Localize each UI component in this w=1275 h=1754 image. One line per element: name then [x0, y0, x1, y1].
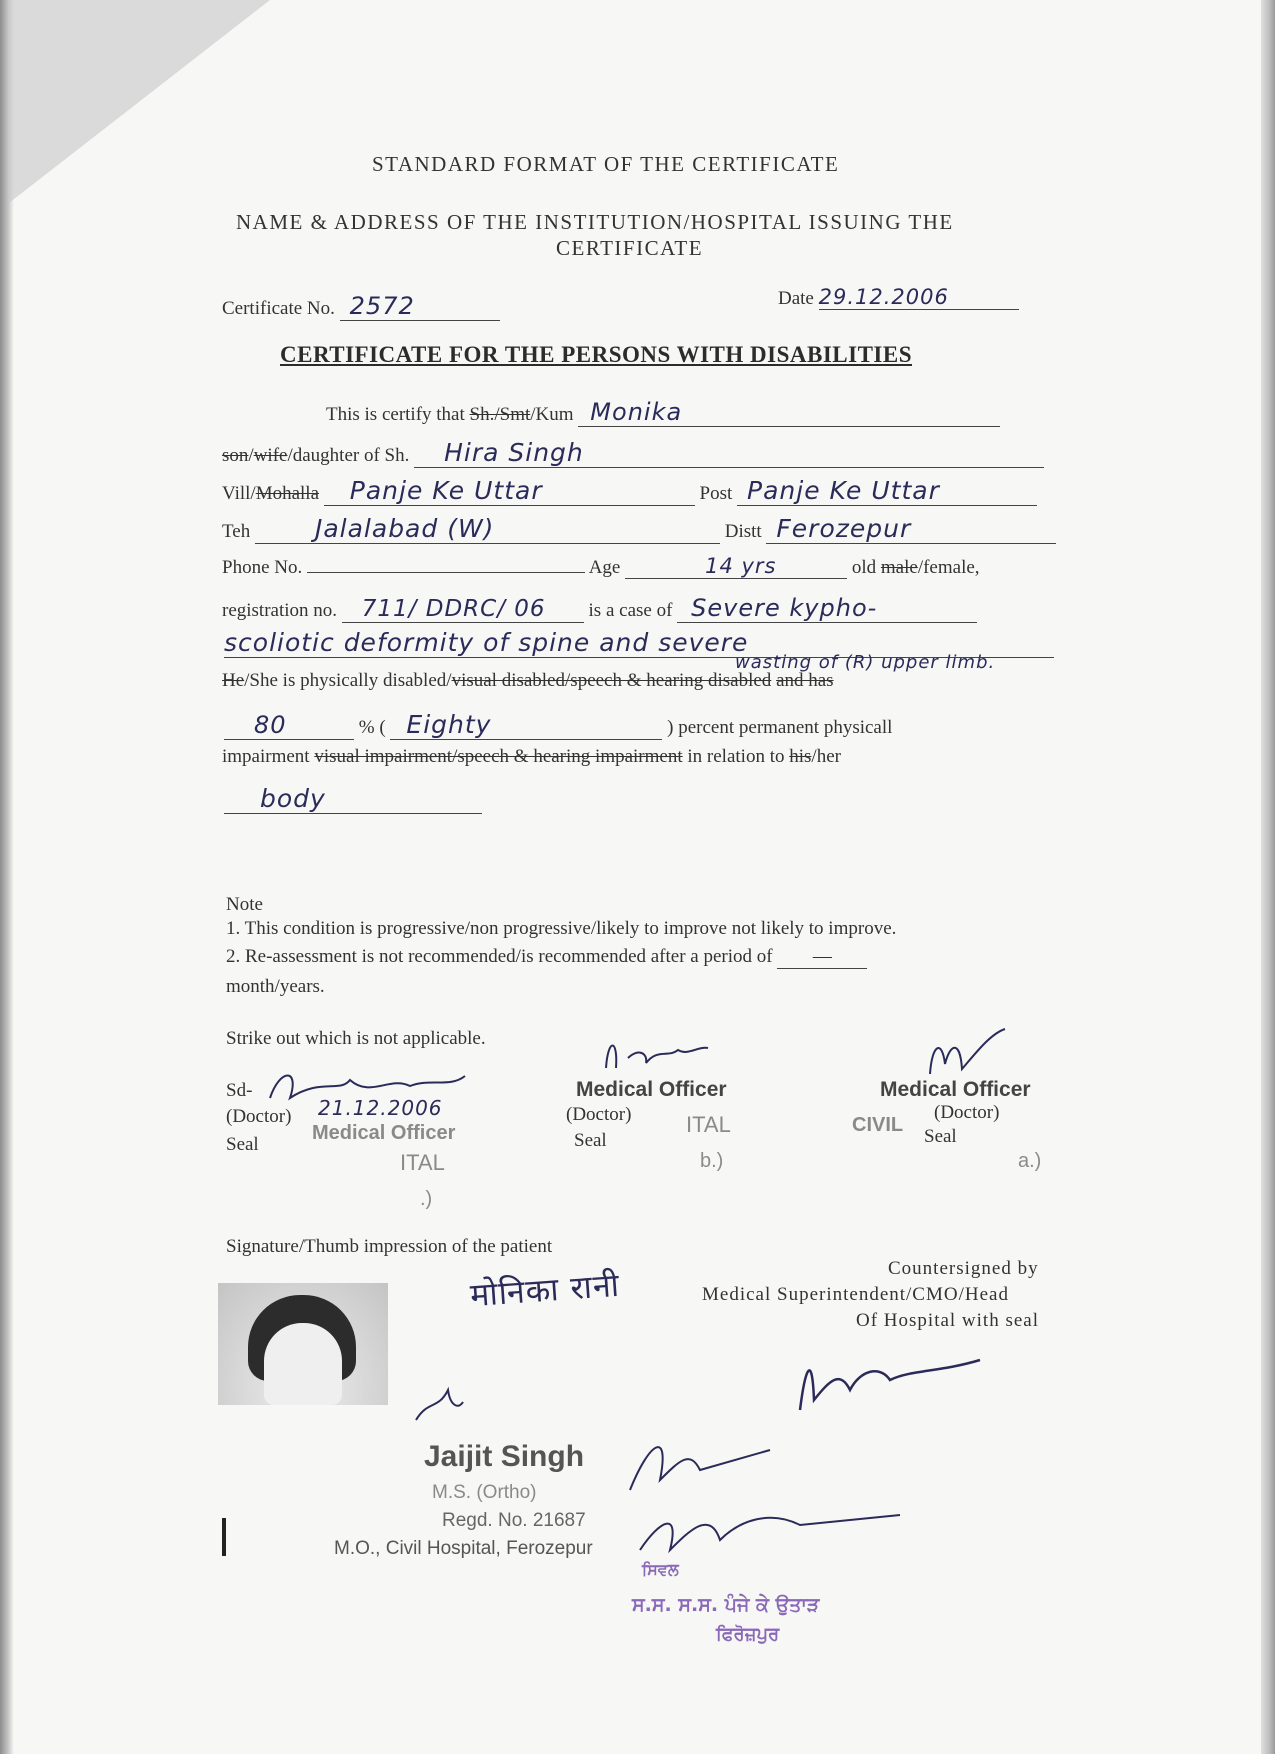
certificate-number-label: Certificate No.: [222, 298, 335, 319]
relation-struck-son: son: [222, 445, 249, 466]
col1-sign-date: 21.12.2006: [318, 1096, 443, 1120]
institution-line-1: NAME & ADDRESS OF THE INSTITUTION/HOSPITAL ISSUING THE: [236, 210, 954, 234]
father-name-value: Hira Singh: [414, 438, 1044, 468]
countersign-line-2: Medical Superintendent/CMO/Head: [702, 1284, 1009, 1305]
old-label: old: [851, 557, 877, 578]
case-value-2: scoliotic deformity of spine and severe: [224, 628, 1054, 658]
mohalla-struck: Mohalla: [255, 483, 320, 504]
form-line-phone-age: [222, 554, 980, 579]
form-line-father: [222, 438, 1044, 468]
post-value: Panje Ke Uttar: [737, 476, 1037, 506]
doctor-initials: [408, 1380, 468, 1430]
relation-kept: /daughter of Sh.: [287, 445, 410, 466]
form-line-village: [222, 476, 1037, 506]
registration-value: 711/ DDRC/ 06: [342, 596, 584, 623]
certificate-date-label: Date: [778, 288, 814, 309]
he-struck: He: [222, 670, 245, 691]
folded-corner: [0, 0, 270, 210]
note-item-2-tail: month/years.: [226, 976, 325, 997]
certificate-date-value: 29.12.2006: [819, 285, 1019, 310]
tehsil-value: Jalalabad (W): [255, 514, 720, 544]
certificate-date-row: [778, 285, 1019, 310]
patient-signature-label: Signature/Thumb impression of the patient: [226, 1236, 553, 1257]
col3-stamp-text: a.): [1018, 1150, 1042, 1172]
doctor-stamp-name: Jaijit Singh: [424, 1440, 585, 1473]
col2-stamp-text-2: b.): [700, 1150, 724, 1172]
patient-signature: मोनिका रानी: [468, 1265, 622, 1315]
certify-prefix: This is certify that: [326, 404, 465, 425]
her-label: /her: [811, 746, 841, 767]
percent-value: 80: [224, 711, 354, 740]
form-line-tehsil: [222, 514, 1056, 544]
phone-value: [307, 572, 585, 573]
note-item-2-value: —: [777, 946, 867, 969]
age-value: 14 yrs: [625, 554, 847, 579]
col2-doctor-label: (Doctor): [566, 1104, 632, 1125]
visual-struck: visual disabled/speech & hearing disabled: [451, 670, 772, 691]
name-value: Monika: [578, 398, 1000, 427]
smo-stamp-line-1: ਸਿਵਲ: [642, 1560, 679, 1579]
impairment-struck: visual impairment/speech & hearing impairment: [314, 746, 683, 767]
certificate-heading: CERTIFICATE FOR THE PERSONS WITH DISABILITIES: [280, 342, 913, 367]
title-kept: /Kum: [530, 404, 574, 425]
relation-to-label: in relation to: [687, 746, 785, 767]
col1-seal-label: Seal: [226, 1134, 259, 1155]
smo-stamp-line-2: ਸ.ਸ. ਸ.ਸ. ਪੰਜੇ ਕੇ ਉਤਾੜ: [632, 1594, 820, 1616]
and-has-struck: and has: [776, 670, 834, 691]
form-line-impairment: [222, 746, 841, 768]
title-struck: Sh./Smt: [469, 404, 531, 425]
percent-open-paren: (: [379, 717, 386, 738]
col1-stamp-text-3: .): [420, 1188, 433, 1210]
age-label: Age: [588, 557, 621, 578]
registration-label: registration no.: [222, 600, 338, 621]
percent-words-value: Eighty: [390, 710, 662, 740]
distt-label: Distt: [724, 521, 762, 542]
district-value: Ferozepur: [766, 514, 1056, 544]
right-edge-shadow: [1261, 0, 1275, 1754]
case-label: is a case of: [588, 600, 673, 621]
left-edge-shadow: [0, 0, 14, 1754]
body-part-value: body: [224, 784, 482, 814]
col2-seal-label: Seal: [574, 1130, 607, 1151]
case-value-1: Severe kypho-: [677, 594, 977, 623]
case-value-3: wasting of (R) upper limb.: [735, 652, 996, 673]
col3-title: Medical Officer: [880, 1078, 1031, 1101]
form-line-registration: [222, 594, 977, 623]
doctor-stamp-qualification: M.S. (Ortho): [432, 1482, 537, 1503]
relation-struck-wife: wife: [253, 445, 288, 466]
col3-seal-label: Seal: [924, 1126, 957, 1147]
percent-tail: ) percent permanent physicall: [667, 717, 893, 738]
col1-stamp-text-2: ITAL: [400, 1150, 445, 1175]
col3-civil-stamp: CIVIL: [852, 1114, 904, 1136]
vill-label: Vill/: [222, 483, 256, 504]
certificate-number-value: 2572: [340, 292, 500, 321]
percent-symbol: %: [358, 717, 375, 738]
note-title: Note: [226, 894, 263, 915]
patient-photo: [218, 1283, 388, 1405]
countersign-line-1: Countersigned by: [888, 1258, 1039, 1279]
doctor-stamp-hospital: M.O., Civil Hospital, Ferozepur: [334, 1538, 593, 1559]
phone-label: Phone No.: [222, 557, 303, 578]
col1-doctor-label: (Doctor): [226, 1106, 292, 1127]
teh-label: Teh: [222, 521, 251, 542]
doctor-stamp-regd: Regd. No. 21687: [442, 1510, 586, 1531]
form-line-percent: [224, 710, 892, 740]
punch-mark: [222, 1518, 226, 1556]
smo-signatures: [620, 1400, 910, 1570]
impairment-label: impairment: [222, 746, 310, 767]
form-line-disability: [222, 670, 834, 692]
col3-doctor-label: (Doctor): [934, 1102, 1000, 1123]
countersign-line-3: Of Hospital with seal: [856, 1310, 1040, 1331]
male-struck: male: [880, 557, 918, 578]
relation-slash: /: [248, 445, 254, 466]
certificate-number-row: [222, 292, 500, 321]
photo-face: [264, 1323, 342, 1405]
col2-stamp-text: ITAL: [686, 1112, 731, 1137]
col2-title: Medical Officer: [576, 1078, 727, 1101]
form-line-name: [326, 398, 1000, 427]
col1-stamp-text: Medical Officer: [312, 1122, 456, 1144]
village-value: Panje Ke Uttar: [324, 476, 695, 506]
document-title: STANDARD FORMAT OF THE CERTIFICATE: [372, 152, 840, 176]
she-physically: /She is physically disabled/: [244, 670, 452, 691]
female-label: /female,: [917, 557, 980, 578]
smo-stamp-line-3: ਫਿਰੋਜ਼ਪੁਰ: [716, 1624, 780, 1645]
note-item-1: 1. This condition is progressive/non progressive/likely to improve not likely to improve.: [226, 918, 897, 939]
col1-sd-label: Sd-: [226, 1080, 253, 1101]
post-label: Post: [699, 483, 733, 504]
strike-out-note: Strike out which is not applicable.: [226, 1028, 486, 1049]
note-item-2: 2. Re-assessment is not recommended/is recommended after a period of: [226, 946, 773, 967]
note-item-2-row: [226, 946, 867, 969]
his-struck: his: [789, 746, 812, 767]
institution-line-2: CERTIFICATE: [556, 236, 704, 260]
